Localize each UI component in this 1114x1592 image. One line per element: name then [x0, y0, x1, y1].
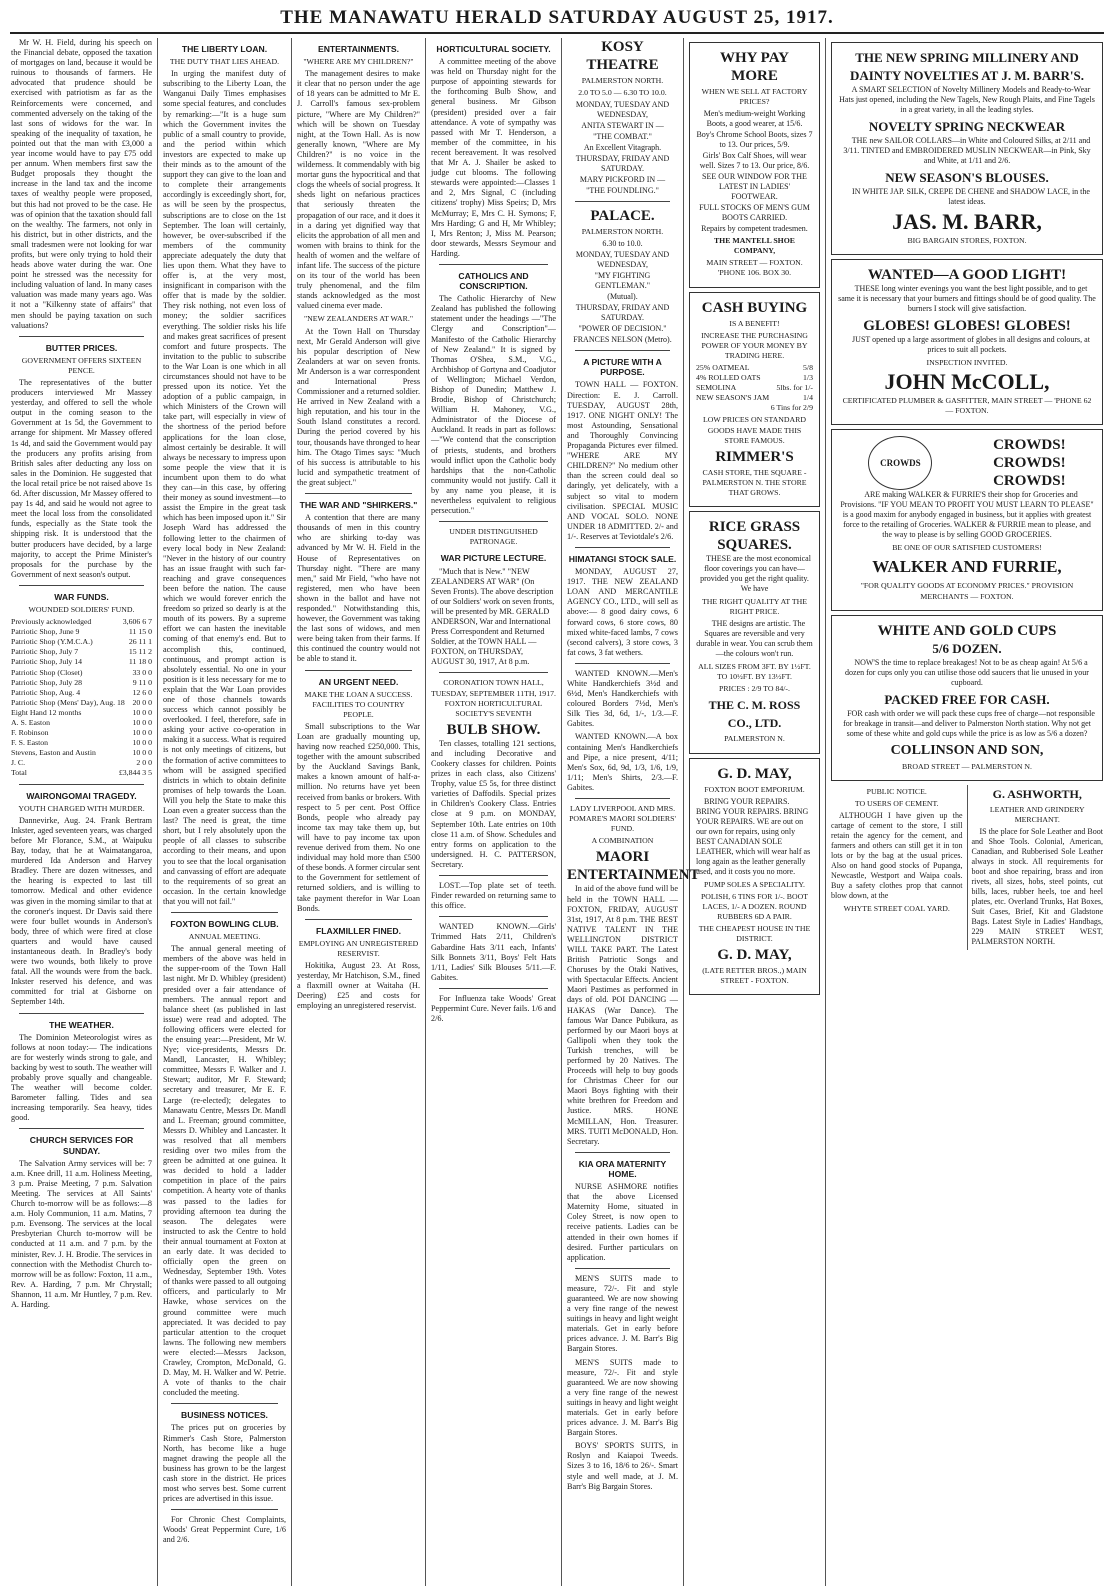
church-text: The Salvation Army services will be: 7 a.m. Knee drill, 11 a.m. Holiness Meeting, 3 p.m. Praise Meeting, 7 p.m. Salvation Meeting. The services at All Saints' Church to-morrow will be as follows:—8 a.m. Holy Communion, 11 a.m. Matins, 7 p.m. Evensong. The services at the local Presbyterian Church to-morrow will be conducted at 11 a.m. and 7 p.m. by the minister, Rev. J. H. Brodie. The services in connection with the Methodist Church to-morrow will be as follow: Foxton, 11 a.m., Rev. A. Harding, 7 p.m. Mr Chrystall; Shannon, 11 a.m. Mr Huntley, 7 p.m. Rev. A. Harding.	[11, 1158, 152, 1309]
entertainments-text: The management desires to make it clear that no person under the age of 18 years can be admitted to Mr E. J. Carroll's famous sex-problem picture, "Where are My Children?" which will be shown on Tuesday night, at the Town Hall. As is now generally known, "Where are My Children?" is no voice in the wilderness. It commendably with big mortar guns the hypocritical and that clogs the wheels of social progress. It sheds light on nefarious practices that seriously threaten the propagation of our race, and it does it in a daring yet dignified way that elicits the approbation of all men and women with brains to think for the health of women and the welfare of infant life. The success of the picture on its tour of the world has been truly phenomenal, and the film stands acknowledged as the most valued cinema ever made.	[297, 69, 421, 311]
why-pay-heading: WHY PAY	[719, 50, 790, 66]
why-pay-subheading: WHEN WE SELL AT FACTORY PRICES?	[701, 87, 808, 107]
wanted-known-hats: WANTED KNOWN.—Girls' Trimmed Hats 2/11, Children's Gabardine Hats 3/11 each, Infants' Silk Bonnets 3/11, Boys' Felt Hats 1/11, Ladies' Silk Blouses 5/11.—F. Gabites.	[431, 922, 556, 982]
rice-grass-ad	[689, 511, 820, 754]
war-fund-row-label: Total	[11, 768, 27, 778]
why-pay-item: Men's medium-weight Working Boots, a good wearer, at 15/6.	[703, 109, 806, 129]
war-fund-row-label: F. S. Easton	[11, 738, 49, 748]
weather-heading: THE WEATHER.	[49, 1019, 114, 1030]
war-fund-row	[11, 657, 152, 667]
war-fund-row	[11, 748, 152, 758]
shirkers-heading: THE WAR AND "SHIRKERS."	[299, 500, 418, 511]
cash-price-row	[696, 403, 813, 413]
war-fund-row	[11, 627, 152, 637]
divider	[575, 201, 670, 202]
rimmers-address: CASH STORE, THE SQUARE - PALMERSTON N. THE STORE THAT GROWS.	[702, 467, 807, 497]
lecture-text: "Much that is New." "NEW ZEALANDERS AT WAR" (On Seven Fronts). The above description of our Soldiers' work on seven fronts, will be presented by MR. GERALD ANDERSON, War and International Press Correspondent and Returned Soldier, at the TOWN HALL — FOXTON, on THURSDAY, AUGUST 30, 1917, At 8 p.m.	[431, 566, 555, 667]
lecture-heading: WAR PICTURE LECTURE.	[440, 553, 547, 564]
bottom-notices	[831, 785, 1103, 950]
cash-buying-footer: LOW PRICES ON STANDARD GOODS HAVE MADE THIS STORE FAMOUS.	[703, 415, 806, 445]
mccoll-name: JOHN McCOLL,	[884, 369, 1050, 395]
nz-at-war-heading: "NEW ZEALANDERS AT WAR."	[303, 314, 414, 324]
ashworth-ad	[968, 785, 1104, 950]
kosy-location: PALMERSTON NORTH.	[581, 76, 664, 85]
bowling-heading: FOXTON BOWLING CLUB.	[170, 918, 279, 929]
war-fund-row-value: 2 0 0	[136, 758, 152, 768]
war-fund-row	[11, 668, 152, 678]
gd-may-footer-name: G. D. MAY,	[717, 947, 792, 964]
nz-at-war-text: At the Town Hall on Thursday next, Mr Gerald Anderson will give his popular description of New Zealanders at war on seven fronts. Mr Anderson is a war correspondent and International Press Commissioner and a returned soldier. He arrived in New Zealand with a high reputation, and his tour in the South Island constitutes a record. During the period covered by his tour, thousands have thronged to hear him. The Otago Times says: "Much of his success is attributable to his lucid and sympathetic treatment of the great subject."	[297, 326, 420, 487]
mccoll-ad	[831, 259, 1103, 425]
inspection-invited: INSPECTION INVITED.	[926, 358, 1008, 368]
cash-buying-subheading: IS A BENEFIT!	[729, 318, 780, 328]
war-fund-row-value: 12 6 0	[132, 687, 152, 697]
kosy-programme	[567, 100, 678, 196]
rice-grass-text-2: THE designs are artistic. The Squares are reversible and very durable in wear. You can scrub them—the colours won't run.	[696, 619, 813, 659]
liberty-loan-subheading: THE DUTY THAT LIES AHEAD.	[169, 57, 280, 67]
why-pay-item: Girls' Box Calf Shoes, will wear well. Sizes 7 to 13. Our price, 8/6.	[699, 151, 810, 171]
good-light-heading: WANTED—A GOOD LIGHT!	[867, 267, 1067, 284]
divider	[171, 1403, 278, 1404]
maori-entertainment-heading: MAORI ENTERTAINMENT	[567, 849, 700, 884]
bowling-text: The annual general meeting of members of the above was held in the supper-room of the Town Hall last night. Mr D. Whibley (president) presided over a fair attendance of members. The annual report and balance sheet (as published in last issue) were read and adopted. The following officers were elected for the ensuing year:—President, Mr W. Nye; vice-presidents, Messrs Dr. Mandl, Lancaster, H. Whibley; committee, Messrs F. Walker and J. Stewart; auditor, Mr F. Steward; secretary and treasurer, Mr E. F. Large (re-elected); delegates to Manawatu Centre, Messrs Dr. Mandl and L. Freeman; ground committee, Messrs D. Whibley and Lancaster. It was resolved that all members residing over two miles from the green be admitted at one guinea. It was decided to hold a ladder competition in place of the pairs competition. A hearty vote of thanks was passed to the ladies for providing afternoon tea during the season. The delegates were instructed to ask the Centre to hold their annual tournament at Foxton at an early date. It was decided to officially open the green on Wednesday, September 19th. Votes of thanks were passed to all outgoing officers, and particularly to Mr Hawke, whose services on the ground committee were much appreciated. It was decided to pay particular attention to the croquet lawns. The following new members were elected:—Messrs Jackson, Crawley, Crompton, McDonald, G. D. May, M. H. Walker and W. Petrie. A vote of thanks to the chair concluded the meeting.	[163, 944, 286, 1398]
collinson-address: BROAD STREET — PALMERSTON N.	[901, 761, 1033, 771]
war-fund-row-label: F. Robinson	[11, 728, 49, 738]
rimmers-name: RIMMER'S	[715, 448, 794, 465]
masthead-title: THE MANAWATU HERALD SATURDAY AUGUST 25, 1917.	[280, 7, 834, 28]
gd-may-heading: G. D. MAY,	[717, 765, 792, 782]
gd-may-footer-address: (LATE RETTER BROS.,) MAIN STREET - FOXTON.	[702, 966, 807, 986]
war-fund-row	[11, 718, 152, 728]
cheapest-house: THE CHEAPEST HOUSE IN THE DISTRICT.	[698, 924, 811, 944]
barr-millinery-ad	[831, 42, 1103, 255]
column-7	[826, 38, 1108, 1586]
war-fund-row	[11, 698, 152, 708]
war-fund-row	[11, 708, 152, 718]
palace-line: "MY FIGHTING GENTLEMAN."	[594, 271, 651, 291]
cm-ross-address: PALMERSTON N.	[724, 734, 785, 744]
mens-suits-1: MEN'S SUITS made to measure, 72/-. Fit and style guaranteed. We are now showing a very fine range of the newest suitings in heavy and light weight materials. Get in early before prices advance. J. M. Barr's Big Bargain Stores.	[567, 1273, 678, 1354]
crowds-footer: BE ONE OF OUR SATISFIED CUSTOMERS!	[892, 543, 1042, 553]
palace-location: PALMERSTON NORTH.	[581, 227, 664, 237]
why-pay-item: Repairs by competent tradesmen.	[701, 224, 808, 234]
polish-prices: POLISH, 6 TINS FOR 1/-. BOOT LACES, 1/- A DOZEN. ROUND RUBBERS 6D A PAIR.	[700, 891, 809, 921]
blouses-text: IN WHITE JAP. SILK, CREPE DE CHENE and SHADOW LACE, in the latest ideas.	[852, 187, 1090, 206]
public-notice-subheading: TO USERS OF CEMENT.	[854, 798, 939, 808]
butter-text: The representatives of the butter producers interviewed Mr Massey yesterday, and offered to sell the whole output in the coming season to the Government at 1s 5d, the Government to arrange for shipment. Mr Massey offered 1s 4d, and said the Government would pay the producers any profits arising from British sales after deducting any loss on sales in the Dominion. He suggested that the local retail price be not raised above 1s 6d. After discussion, Mr Massey offered to pay 1s 4d, and said he would not agree to meet the local loss from the consolidated funds, especially as the State took the shipping risk. It is understood that the butter producers have decided, by a large majority, to accept the Prime Minister's proposals for the purchase by the Government of next season's output.	[11, 378, 152, 579]
war-fund-row-label: Previously acknowledged	[11, 617, 92, 627]
public-notice-footer: WHYTE STREET COAL YARD.	[843, 903, 950, 913]
church-heading: CHURCH SERVICES FOR SUNDAY.	[29, 1135, 134, 1156]
tragedy-subheading: YOUTH CHARGED WITH MURDER.	[18, 803, 145, 813]
war-fund-row-value: 10 0 0	[132, 718, 152, 727]
flaxmiller-subheading: EMPLOYING AN UNREGISTERED RESERVIST.	[298, 938, 419, 958]
cash-price-row-value: 5lbs. for 1/-	[776, 383, 813, 393]
crowds-1: CROWDS!	[993, 437, 1066, 454]
urgent-need-text: Small subscriptions to the War Loan are gradually mounting up, having now reached £250,000. This, together with the amount subscribed by the Auckland Savings Bank, makes a known amount of half-a-million. No returns have yet been received from banks or brokers. With respect to 5 per cent. Post Office Bonds, people who already pay income tax may take them up, but will have to pay income tax upon revenue derived from them. No one individual may hold more than £500 of these bonds. A former circular sent to the Government for settlement of returned soldiers, and is willing to take payment therefor in War Loan Bonds.	[297, 721, 421, 913]
mccoll-address: CERTIFICATED PLUMBER & GASFITTER, MAIN STREET — 'PHONE 62 — FOXTON.	[842, 396, 1092, 416]
crowds-illustration: CROWDS	[868, 436, 932, 490]
column-1	[6, 38, 158, 1586]
packed-free-heading: PACKED FREE FOR CASH.	[884, 691, 1050, 707]
war-fund-row-label: Patriotic Shop, July 14	[11, 657, 83, 667]
walker-furrie-ad	[831, 429, 1103, 610]
globes-text: JUST opened up a large assortment of globes in all designs and colours, at prices to suit all pockets.	[852, 335, 1090, 355]
divider	[439, 875, 548, 876]
war-fund-row-value: 10 0 0	[132, 707, 152, 717]
war-fund-row-value: 10 0 0	[132, 738, 152, 748]
weather-text: The Dominion Meteorologist wires as follows at noon today:— The indications are for westerly winds strong to gale, and backing by west to south. The weather will probably prove squally and changeable. The weather will become colder. Barometer falling. Tides and sea increasing temporarily. Sea heavy, tides good.	[11, 1032, 152, 1123]
cups-price: 5/6 DOZEN.	[932, 640, 1002, 656]
divider	[171, 1509, 278, 1510]
cash-buying-heading: CASH BUYING	[701, 299, 808, 316]
divider	[439, 988, 548, 989]
stock-sale-text: MONDAY, AUGUST 27, 1917. THE NEW ZEALAND LOAN AND MERCANTILE AGENCY CO., LTD., will sell as above:— 8 good dairy cows, 6 forward cows, 6 store cows, 80 mixed white-faced lambs, 7 cows (second calvers), 3 store cows, 3 fat cows, 3 fat wethers.	[567, 567, 678, 657]
column-6	[684, 38, 826, 1586]
war-fund-row-label: Patriotic Shop, June 9	[11, 627, 80, 637]
divider	[575, 663, 670, 664]
catholics-heading: CATHOLICS AND CONSCRIPTION.	[458, 270, 529, 292]
war-fund-row-label: J. C.	[11, 758, 26, 768]
cash-price-list	[696, 363, 813, 413]
cash-price-row-value: 5/8	[803, 362, 813, 372]
palace-heading: PALACE.	[590, 208, 655, 225]
war-fund-row	[11, 647, 152, 657]
why-pay-item: FULL STOCKS OF MEN'S GUM BOOTS CARRIED.	[699, 203, 810, 223]
kosy-theatre-heading: KOSY THEATRE	[586, 39, 659, 73]
collinson-ad	[831, 615, 1103, 781]
divider	[305, 493, 412, 494]
influenza-note: For Influenza take Woods' Great Peppermint Cure. Never fails. 1/6 and 2/6.	[431, 993, 556, 1024]
war-fund-row	[11, 617, 152, 627]
war-fund-row-value: 11 15 0	[128, 627, 152, 637]
rice-grass-sizes: ALL SIZES FROM 3FT. BY 1½FT. TO 10½FT. BY 13½FT.	[698, 662, 811, 682]
why-pay-items	[696, 109, 813, 234]
mantell-address: MAIN STREET — FOXTON. 'PHONE 106. BOX 30.	[706, 258, 803, 278]
business-notices-heading: BUSINESS NOTICES.	[181, 1410, 268, 1421]
stock-sale-heading: HIMATANGI STOCK SALE.	[568, 553, 677, 564]
peppermint-cure-note: For Chronic Chest Complaints, Woods' Great Peppermint Cure, 1/6 and 2/6.	[163, 1515, 286, 1545]
cash-buying-text: INCREASE THE PURCHASING POWER OF YOUR MONEY BY TRADING HERE.	[701, 330, 808, 360]
purpose-text: TOWN HALL — FOXTON. Direction: E. J. Carroll. TUESDAY, AUGUST 28th, 1917. ONE NIGHT ONLY! The most Astounding, Sensational and Thoroughly Convincing Propaganda Pictures ever filmed. "WHERE ARE MY CHILDREN?" No medium other than the screen could deal so daringly, yet delicately, with a subject so vital to modern civilisation. SPECIAL MUSIC AND VOCAL SOLO. NONE UNDER 18 ADMITTED. 2/- and 1/-. Reserves at Teviotdale's 2/6.	[567, 380, 678, 541]
column-2	[158, 38, 292, 1586]
war-fund-row-value: £3,844 3 5	[118, 768, 152, 778]
war-fund-row	[11, 678, 152, 688]
maori-fund-heading: LADY LIVERPOOL AND MRS. POMARE'S MAORI SOLDIERS' FUND.	[569, 804, 676, 834]
crowds-3: CROWDS!	[993, 473, 1066, 490]
war-fund-row-label: Patriotic Shop, Aug. 4	[11, 687, 81, 697]
maori-entertainment-text: In aid of the above fund will be held in the TOWN HALL — FOXTON, FRIDAY, AUGUST 31st, 1917, At 8 p.m. THE BEST NATIVE TALENT IN THE WELLINGTON DISTRICT WILL TAKE PART. The Latest British Patriotic Songs and Choruses by the Otaki Natives, with Spectacular Effects. Ancient Maori Pastimes as performed in days of old. POI DANCING — HAKAS (War Dance). The famous War Dance Pubikura, as performed by our Maori boys at Gallipoli when they took the Turkish trenches, will be performed by 20 Natives. The Proceeds will help to buy goods for Christmas Cheer for our Maori Boys fighting with their white brethren for Freedom and Justice. MRS. HONE McMILLAN, Hon. Treasurer. MRS. TUITI McDONALD, Hon. Secretary.	[567, 884, 678, 1146]
cash-price-row-value: 1/3	[803, 373, 813, 383]
neckwear-heading: NOVELTY SPRING NECKWEAR	[868, 119, 1066, 134]
masthead	[10, 4, 1104, 34]
maori-combination: A COMBINATION	[591, 836, 654, 846]
divider	[439, 672, 548, 673]
ashworth-subheading: LEATHER AND GRINDERY MERCHANT.	[989, 804, 1085, 824]
liberty-loan-heading: THE LIBERTY LOAN.	[181, 44, 268, 54]
palace-line: MONDAY, TUESDAY AND WEDNESDAY,	[575, 250, 670, 270]
horticultural-text: A committee meeting of the above was held on Thursday night for the purpose of appointing stewards for the forthcoming Bulb Show, and general business. Mr Gibson (president) presided over a fair attendance. A vote of sympathy was passed with Mr T. Henderson, a member of the committee, in his recent bereavement. It was resolved that Mr A. J. Shailer be asked to judge cut blooms. The following stewards were appointed:—Classes 1 and 2, Mrs Signal, C (including citizens' trophy) Miss Speirs; D, Mrs McMurray; E, Mrs C. H. Symons; F, Mrs Harding; G and H, Mr Whibley; I, Mrs Renton; J, Miss M. Pearson; door stewards, Messrs Seymour and Harding.	[431, 57, 556, 258]
kosy-line: "THE FOUNDLING."	[586, 186, 659, 196]
shirkers-text: A contention that there are many thousands of men in this country who are shirking to-day was advanced by Mr W. H. Field in the House of Representatives on Thursday night. "There are many men," said Mr Field, "who have not registered, men who have been shown in the ballot and have not responded." Notwithstanding this, however, the Government was taking the last sons of widows, and men were being taken from their farms. If this continued the country would not be able to stand it.	[297, 513, 420, 664]
bowling-subheading: ANNUAL MEETING.	[188, 932, 261, 942]
public-notice	[831, 785, 968, 950]
kosy-line: ANITA STEWART IN —	[581, 121, 664, 131]
cups-text: NOW'S the time to replace breakages! Not to be as cheap again! At 5/6 a dozen for cups only you can utilise those odd saucers that lie unused in your cupboard.	[845, 657, 1089, 687]
ashworth-name: G. ASHWORTH,	[992, 786, 1082, 801]
cm-ross-name: THE C. M. ROSS CO., LTD.	[708, 698, 801, 731]
palace-line: "POWER OF DECISION."	[578, 324, 667, 334]
cash-buying-ad	[689, 292, 820, 507]
kosy-times: 2.0 TO 5.0 — 6.30 TO 10.0.	[578, 88, 667, 98]
entertainments-subheading: "WHERE ARE MY CHILDREN?"	[303, 57, 414, 67]
divider	[305, 670, 412, 671]
war-fund-row-value: 9 11 0	[132, 677, 152, 687]
divider	[575, 1268, 670, 1269]
kia-ora-text: NURSE ASHMORE notifies that the above Licensed Maternity Home, situated in Coley Street, is now open to receive patients. Ladies can be attended in their own homes if desired. Further particulars on application.	[567, 1182, 678, 1262]
war-fund-row-value: 33 0 0	[132, 667, 152, 677]
war-funds-list	[11, 617, 152, 779]
cash-price-row-value: 6 Tins for 2/9	[770, 403, 813, 413]
millinery-text: A SMART SELECTION of Novelty Millinery Models and Ready-to-Wear Hats just opened, including the New Tagels, New Rough Plaits, and Fine Tagels in a great variety, in all the leading styles.	[839, 85, 1095, 114]
divider	[439, 264, 548, 265]
war-fund-row	[11, 728, 152, 738]
divider	[439, 521, 548, 522]
gd-may-text: BRING YOUR REPAIRS. BRING YOUR REPAIRS. BRING YOUR REPAIRS. WE are out on our own for repairs, using only BEST CANADIAN SOLE LEATHER, which will wear half as long again as the leather generally used, and it costs you no more.	[696, 796, 811, 876]
divider	[19, 336, 144, 337]
war-fund-row-label: A. S. Easton	[11, 718, 50, 727]
millinery-heading: THE NEW SPRING MILLINERY AND DAINTY NOVELTIES AT J. M. BARR'S.	[849, 50, 1085, 83]
divider	[439, 916, 548, 917]
war-fund-row	[11, 688, 152, 698]
cash-price-row	[696, 363, 813, 373]
why-pay-more-ad	[689, 42, 820, 288]
walker-furrie-name: WALKER AND FURRIE,	[872, 557, 1062, 577]
purpose-heading: A PICTURE WITH A PURPOSE.	[583, 357, 662, 378]
packed-free-text: FOR cash with order we will pack these cups free of charge—not responsible for breakage in transit—and deliver to Palmerston North station. Why not get some of these white and gold cups while the price is as low as 5/6 a dozen?	[843, 708, 1095, 738]
crowds-2: CROWDS!	[993, 455, 1066, 472]
flaxmiller-heading: FLAXMILLER FINED.	[316, 925, 401, 936]
war-fund-row-value: 15 11 2	[128, 647, 152, 657]
cash-price-row-label: 25% OATMEAL	[696, 362, 750, 372]
flaxmiller-text: Hokitika, August 23. At Ross, yesterday, Mr Hatchison, S.M., fined a flaxmill owner at Waitaha (H. Deering) £25 and costs for employing an unregistered reservist.	[297, 960, 420, 1011]
bulb-show-heading: BULB SHOW.	[446, 721, 541, 738]
divider	[575, 798, 670, 799]
urgent-need-heading: AN URGENT NEED.	[318, 676, 399, 687]
palace-programme	[567, 239, 678, 345]
neckwear-text: THE new SAILOR COLLARS—in White and Coloured Silks, at 2/11 and 3/11. TINTED and EMBROIDERED MUSLIN NECKWEAR—in Pink, Sky and White, at 1/11 and 2/6.	[843, 136, 1091, 165]
public-notice-heading: PUBLIC NOTICE.	[866, 786, 927, 796]
rice-grass-heading: RICE GRASS SQUARES.	[708, 518, 801, 553]
column-5	[562, 38, 700, 1586]
urgent-need-subheading: MAKE THE LOAN A SUCCESS. FACILITIES TO COUNTRY PEOPLE.	[304, 689, 413, 719]
collinson-name: COLLINSON AND SON,	[890, 742, 1044, 758]
rice-grass-text: THESE are the most economical floor coverings you can have—provided you get the right quality. We have	[700, 553, 811, 593]
kia-ora-heading: KIA ORA MATERNITY HOME.	[578, 1158, 667, 1179]
barr-address: BIG BARGAIN STORES, FOXTON.	[907, 236, 1027, 245]
field-speech: Mr W. H. Field, during his speech on the Financial debate, opposed the taxation of mortgages on land, because it would be ruinous to thousands of farmers. He advocated that prudence should be exercised with patriotism as far as the Reinforcements were concerned, and commented adversely on the taking of the last sons of widows for the war. In speaking of the inequality of taxation, he pointed out that the man with £3,000 a year income would have to pay £75 odd per annum. When members first saw the Budget proposals they thought the increase in the land tax and the income taxes of wealthy people were proposed, but this had not proved to be the case. He was of opinion that the taxation should fall on the wealthy. The farmers, not only in his district, but in other districts, and the small tradesmen were not looking for war profits, but were only trying to hold their heads above water during the war. One point he stressed was the necessity for including valuation of land. In many cases valuation was made many years ago. Was it not a "Kilkenny state of affairs" that men should be paying taxation on such valuations?	[11, 38, 152, 330]
mantell-name: THE MANTELL SHOE COMPANY,	[713, 236, 796, 256]
ashworth-text: IS the place for Sole Leather and Boot and Shoe Tools. Colonial, American, Canadian, and Rubberised Sole Leather always in stock. All requirements for boot and shoe repairing, brass and iron rivets, all sizes, hobs, steel points, cut bills, laces, rubber heels, toe and heel plates, etc. Overland Trunks, Hat Boxes, Suit Cases, Brief, Kit and Gladstone Bags. Latest Style in Ladies' Handbags, 229 MAIN STREET WEST, PALMERSTON NORTH.	[971, 826, 1103, 946]
palace-line: FRANCES NELSON (Metro).	[573, 335, 672, 345]
crowds-text: ARE making WALKER & FURRIE'S their shop for Groceries and Provisions. "IF YOU MEAN TO PROFIT YOU MUST LEARN TO PLEASE" is a good maxim for anybody engaged in business, but it applies with greatest force to the retailing of Groceries. WALKER & FURRIE mean to please, and the way to please is by selling GOOD GROCERIES.	[840, 490, 1094, 540]
tragedy-heading: WAIRONGOMAI TRAGEDY.	[26, 790, 137, 801]
kosy-line: MONDAY, TUESDAY AND WEDNESDAY,	[575, 100, 670, 120]
war-fund-row-label: Patriotic Shop (Y.M.C.A.)	[11, 637, 93, 647]
kosy-line: "THE COMBAT."	[593, 132, 652, 142]
war-funds-heading: WAR FUNDS.	[54, 591, 109, 602]
good-light-text: THESE long winter evenings you want the best light possible, and to get same it is necessary that your burners and fittings should be of good quality. The burners I stock will give satisfaction.	[838, 284, 1096, 314]
divider	[575, 547, 670, 548]
butter-subheading: GOVERNMENT OFFERS SIXTEEN PENCE.	[21, 355, 142, 375]
cash-price-row-label: NEW SEASON'S JAM	[696, 393, 770, 403]
cash-price-row	[696, 373, 813, 383]
war-fund-row	[11, 738, 152, 748]
rice-grass-quality: THE RIGHT QUALITY AT THE RIGHT PRICE.	[702, 596, 807, 617]
war-fund-row-value: 3,606 6 7	[122, 617, 152, 627]
pump-soles: PUMP SOLES A SPECIALITY.	[704, 879, 805, 889]
war-fund-row-value: 10 0 0	[132, 748, 152, 758]
cash-price-row	[696, 383, 813, 393]
catholics-text: The Catholic Hierarchy of New Zealand has published the following statement under the headings —"The Clergy and Conscription"—Manifesto of the Catholic Hierarchy of New Zealand." It is signed by Thomas O'Shea, S.M., V.G., Archbishop of Gortyna and Coadjutor of Wellington; Michael Verdon, Bishop of Dunedin; Matthew J. Brodie, Bishop of Christchurch; William H. Mahoney, V.G., Administrator of the Diocese of Auckland. It reads in part as follows:—"We contend that the conscription of priests, students, and brothers would inflict upon the Catholic body hardships that the non-Catholic community would not justify. Call it by any name you please, it is nevertheless equivalent to religious persecution."	[431, 294, 556, 516]
palace-line: THURSDAY, FRIDAY AND SATURDAY.	[575, 303, 670, 323]
wanted-handkerchiefs: WANTED KNOWN.—Men's White Handkerchiefs 3½d and 6½d, Men's Handkerchiefs with coloured Borders 7½d, Men's Silk Ties 3d, 6d, 1/-, 1/3.—F. Gabites.	[567, 668, 678, 729]
cash-price-row-label: 4% ROLLED OATS	[696, 373, 761, 383]
business-notices-text: The prices put on groceries by Rimmer's Cash Store, Palmerston North, has become like a huge magnet drawing the people all the business has grown to be the largest cash store in the district. He prices most who serves best. Some current prices are advertised in this issue.	[163, 1423, 286, 1504]
kosy-line: THURSDAY, FRIDAY AND SATURDAY.	[575, 154, 670, 174]
bulb-show-preamble: CORONATION TOWN HALL, TUESDAY, SEPTEMBER 11TH, 1917. FOXTON HORTICULTURAL SOCIETY'S SEVENTH	[431, 678, 556, 718]
war-funds-subheading: WOUNDED SOLDIERS' FUND.	[28, 604, 135, 614]
war-fund-row-label: Patriotic Shop, July 28	[11, 677, 83, 687]
why-pay-item: Boy's Chrome School Boots, sizes 7 to 13. Our prices, 5/9.	[696, 130, 813, 150]
butter-heading: BUTTER PRICES.	[45, 342, 118, 353]
cash-price-row-label: SEMOLINA	[696, 383, 737, 393]
divider	[19, 1128, 144, 1129]
mens-suits-2: MEN'S SUITS made to measure, 72/-. Fit and style guaranteed. We are now showing a very fine range of the newest suitings in heavy and light weight materials. Get in early before prices advance. J. M. Barr's Big Bargain Stores.	[567, 1357, 678, 1438]
walker-furrie-address: "FOR QUALITY GOODS AT ECONOMY PRICES." PROVISION MERCHANTS — FOXTON.	[860, 581, 1074, 601]
cups-heading: WHITE AND GOLD CUPS	[877, 622, 1057, 639]
boys-suits: BOYS' SPORTS SUITS, in Roslyn and Kaiapoi Tweeds. Sizes 3 to 16, 18/6 to 26/-. Smart style and well made, at J. M. Barr's Big Bargain Stores.	[567, 1441, 678, 1491]
kosy-line: MARY PICKFORD IN —	[579, 175, 666, 185]
cash-price-row	[696, 393, 813, 403]
war-fund-row-label: Stevens, Easton and Austin	[11, 748, 96, 758]
crowds-banner	[838, 436, 1096, 490]
war-fund-row-label: Eight Hand 12 months	[11, 707, 82, 717]
horticultural-heading: HORTICULTURAL SOCIETY.	[436, 44, 551, 54]
divider	[305, 919, 412, 920]
gd-may-ad	[689, 758, 820, 996]
liberty-loan-text: In urging the manifest duty of subscribing to the Liberty Loan, the Wanganui Daily Times emphasises some special features, and concludes by remarking:—"It is a huge sum which the Government invites the public of a small country to provide, and the period within which investors are expected to make up their minds as to the amount of the support they can give to the loan and to complete their arrangements accordingly is exceedingly short, for, as will be seen by the prospectus, subscriptions are to close on the 1st September. The loan will certainly, however, be over-subscribed if the members of the community appreciate adequately the duty that lies upon them. What they have to offer is, at the very most, insignificant in comparison with the offer that is made by the soldier. They risk nothing, not even loss of money; the soldier sacrifices everything. The soldier risks his life and makes great sacrifices of present comfort and future prospects. The invitation to the public to subscribe to the War Loan is one which in all circumstances should not have to be pressed upon its notice. Yet the adoption of a public campaign, in which Ministers of the Crown will take part, will especially in view of the shortness of the period before applications for the loan close, almost certainly be desirable. It will always be necessary to impress upon some people the view that it is incumbent upon them to do what they can—in this case, by offering their money as sound investment—to assist the Empire in the great task which has been imposed upon it." Sir Joseph Ward has addressed the following letter to the chairmen of every local body in New Zealand: "Never in the history of our country has an issue fraught with such far-reaching and grave consequences been before the nation. The cause which we would forever enrich the freedom so prized so dearly is at the mouth of its powers. By a supreme effort we can hasten the inevitable coming of that enemy's end. But to accomplish this, continued, continuous, and prompt action is absolutely essential. No one in your position is it less necessary for me to explain that the War Loan provides one of those channels towards success which cannot possibly be overlooked. I feel, therefore, safe in asking your active co-operation in making it a success. What is required is not only meetings of citizens, but the formation of active committees to whom will be assigned specified districts in which to obtain definite promises of help towards the Loan. Will you help the State to make this Loan even a greater success than the last? The need is great, the time short, but I rely absolutely upon the people of all classes to subscribe according to their means, and upon you to see that the local organisation and canvassing of effort are adequate to the requirements of so great an occasion. In the certain knowledge that you will not fail."	[163, 69, 287, 906]
gd-may-subheading: FOXTON BOOT EMPORIUM.	[704, 784, 805, 794]
divider	[19, 585, 144, 586]
column-3	[292, 38, 426, 1586]
why-pay-item: SEE OUR WINDOW FOR THE LATEST IN LADIES' FOOTWEAR.	[702, 172, 807, 202]
wanted-box: WANTED KNOWN.—A box containing Men's Handkerchiefs and Pipe, a nice present, 4/11; Men's Sox, 6d, 9d, 1/3, 1/6, 1/9, 1/11; Men's Shirts, 2/3.—F. Gabites.	[567, 732, 678, 792]
divider	[19, 784, 144, 785]
war-fund-row-label: Patriotic Shop (Closet)	[11, 667, 83, 677]
kosy-line: An Excellent Vitagraph.	[583, 143, 662, 153]
bulb-show-text: Ten classes, totalling 121 sections, and including Decorative and Cookery classes for children. Points prizes in each class, also Citizens' Trophy, value £5 5s, for three distinct varieties of Daffodils. Special prizes in Children's Cookery Class. Entries close at 9 p.m. on MONDAY, September 10th. Late entries on 10th close 11 a.m. of Show. Schedules and entry forms on application to the undersigned. H. C. PATTERSON, Secretary.	[431, 738, 556, 869]
war-fund-row-value: 26 11 1	[128, 637, 152, 647]
palace-line: (Mutual).	[607, 292, 638, 302]
lost-notice: LOST.—Top plate set of teeth. Finder rewarded on returning same to this office.	[431, 881, 556, 911]
entertainments-heading: ENTERTAINMENTS.	[317, 44, 399, 54]
tragedy-text: Dannevirke, Aug. 24. Frank Bertram Inkster, aged seventeen years, was charged before Mr Florance, S.M., at Waipuku Bay, today, that he at Waimatangaroa, murdered Ida Anderson and Harvey Bradley. There are dozen witnesses, and the hearing is expected to last till tomorrow. Medical and other evidence was given in the morning similar to that at the coroner's inquest. Dr Davis said there were four bullet wounds in Anderson's body, three of which were fired at close quarters and would have caused instantaneous death. In Bradley's body were two wounds, both likely to prove fatal. All the wounds were from the back. Inkster reserved his defence, and was committed for trial at Gisborne on September 14th.	[11, 815, 152, 1007]
divider	[171, 912, 278, 913]
lecture-patronage: UNDER DISTINGUISHED PATRONAGE.	[449, 527, 538, 547]
war-fund-row	[11, 637, 152, 647]
war-fund-row-label: Patriotic Shop (Mens' Day), Aug. 18	[11, 697, 125, 707]
war-fund-row	[11, 768, 152, 778]
war-fund-row	[11, 758, 152, 768]
rice-grass-prices: PRICES : 2/9 TO 84/-.	[719, 684, 790, 694]
war-fund-row-value: 10 0 0	[132, 728, 152, 738]
divider	[575, 1152, 670, 1153]
globes-heading: GLOBES! GLOBES! GLOBES!	[863, 318, 1071, 335]
public-notice-text: ALTHOUGH I have given up the cartage of cement to the store, I still retain the agency for the cement, and farmers and others can still get it in ton lots or by the bag at the usual prices. Also on hand good stocks of Pupanga, Newcastle, Westport and Waipa coals. Buy a safety clothes prop that cannot blow down, at the	[831, 810, 963, 900]
war-fund-row-label: Patriotic Shop, July 7	[11, 647, 79, 657]
divider	[575, 350, 670, 351]
column-4	[426, 38, 562, 1586]
columns	[6, 38, 1108, 1586]
cash-price-row-value: 1/4	[803, 393, 813, 403]
barr-name: JAS. M. BARR,	[892, 209, 1042, 234]
war-fund-row-value: 11 18 0	[128, 657, 152, 667]
war-fund-row-value: 20 0 0	[132, 697, 152, 707]
blouses-heading: NEW SEASON'S BLOUSES.	[885, 170, 1049, 185]
divider	[19, 1013, 144, 1014]
palace-line: 6.30 to 10.0.	[602, 239, 643, 249]
why-more-heading: MORE	[731, 68, 778, 84]
